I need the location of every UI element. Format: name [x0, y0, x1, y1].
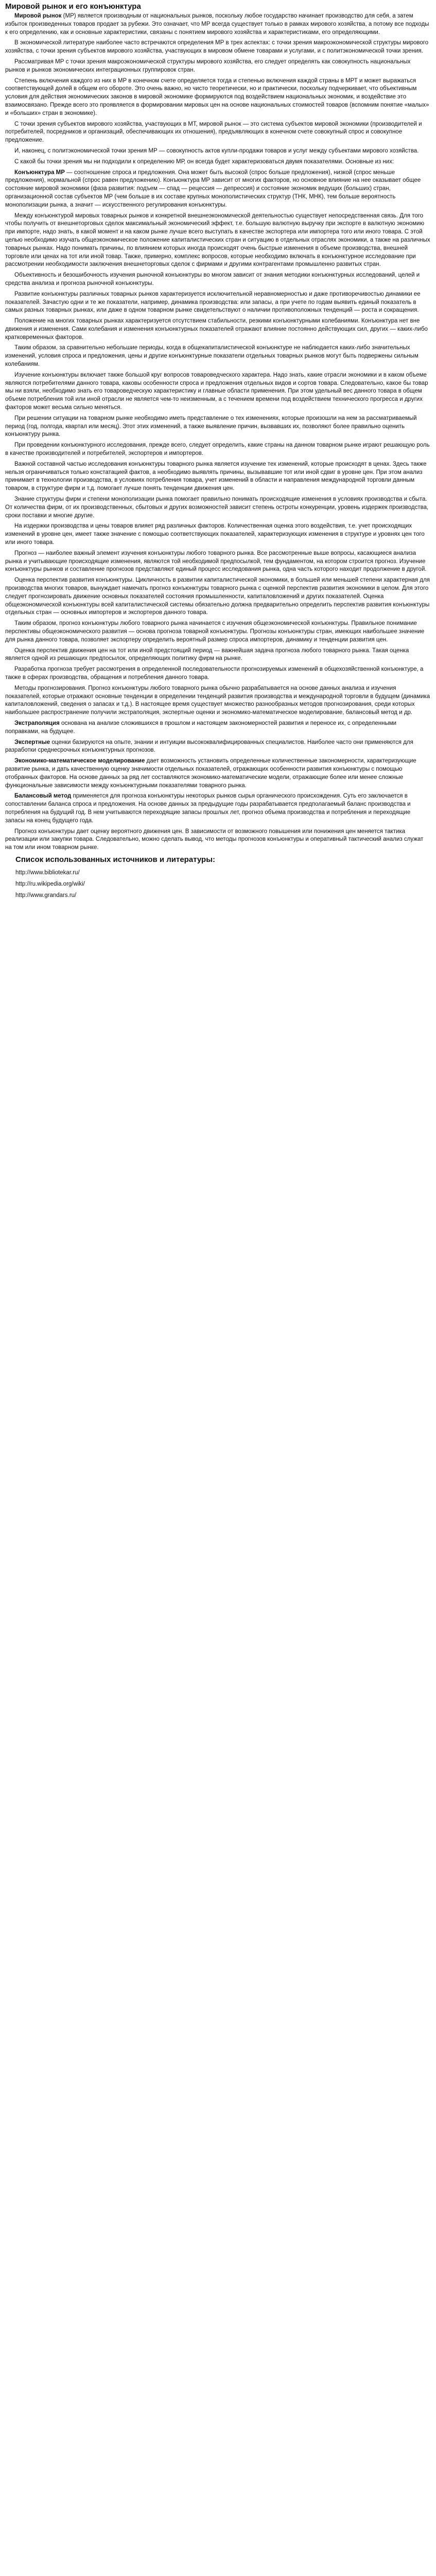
- references-list: [5, 867, 431, 901]
- paragraph: [5, 442, 431, 458]
- paragraph: [5, 415, 431, 439]
- paragraph: [5, 371, 431, 412]
- paragraph: [5, 344, 431, 368]
- paragraph: [5, 272, 431, 288]
- paragraph: [5, 461, 431, 493]
- paragraph-term: Мировой рынок: [14, 13, 62, 19]
- paragraph-text: Развитие конъюнктуры различных товарных рынков характеризуется исключительной неравномерностью и даже противоречивостью динамики ее показателей. Зачастую одни и те же показатели, например, динамика производства: или запасы, а при учете по годам выявить единый показатель в самых разных товарных рынках, или даже в одном товарном рынке свидетельствуют о наличии противоположных тенденций — роста и сокращения.: [5, 291, 421, 314]
- paragraph-text: Таким образом, прогноз конъюнктуры любого товарного рынка начинается с изучения общеэкономической конъюнктуры. Правильное понимание перспективы общеэкономического развития — основа прогноза товарной конъюнктуры. Прогнозы конъюнктуры стран, имеющих наибольшее значение для рынка данного товара, позволяет экспортеру определить вероятный размер спроса импортеров, динамику и тенденции развития цен.: [5, 620, 425, 643]
- paragraph-text: Между конъюнктурой мировых товарных рынков и конкретной внешнеэкономической деятельностью существует непосредственная связь. Для того чтобы получить от внешнеторговых сделок максимальный экономический эффект, т.е. большую валютную выручку при экспорте в валютную экономию при импорте, надо знать, в какой момент и на каком рынке лучше всего выступать в качестве экспортера или импортера того или иного товара. С этой целью необходимо изучать общеэкономическое положение капиталистических стран и ситуацию в отдельных отраслях экономики, а также на различных товарных рынках. Надо понимать причины, по влиянием которых иногда происходят очень быстрые изменения в объеме производства, внешней торговле или ценах на тот или иной товар. Также, примерно, комплекс вопросов, которые необходимо включать в конъюнктурное исследование при рассмотрении необходимости заключения внешнеторговых сделок с фирмами и другими контрагентами промышленно развитых стран.: [5, 212, 430, 268]
- paragraph: [5, 739, 431, 755]
- paragraph-text: Методы прогнозирования. Прогноз конъюнктуры любого товарного рынка обычно разрабатывается на основе данных анализа и изучения показателей, которые отражают основные тенденции в определении тенденций развития производства и международной торговли в будущем (динамика капиталовложений, сведения о запасах и т.д.). В настоящее время существует множество разнообразных методов прогнозирования, среди которых наибольшее распространение получили экстраполяция, экспертные оценки и экономико-математическое моделирование, балансовый метод и др.: [5, 685, 430, 716]
- references-title: Список использованных источников и литературы:: [15, 855, 216, 864]
- paragraph: [5, 647, 431, 664]
- paragraph-term: Конъюнктура МР: [14, 169, 65, 176]
- paragraph: [5, 828, 431, 852]
- reference-link[interactable]: http://ru.wikipedia.org/wiki/: [15, 880, 85, 887]
- paragraph-text: Прогноз конъюнктуры дает оценку вероятного движения цен. В зависимости от возможного повышения или понижения цен меняется тактика реализации или закупки товара. Следовательно, можно сделать вывод, что методы прогнозов конъюнктуры и оперативный тактический анализ служат на том или ином товарном рынке.: [5, 828, 424, 851]
- paragraph: [5, 291, 431, 315]
- paragraph-text: Оценка перспектив движения цен на тот или иной предстоящий период — важнейшая задача прогноза любого товарного рынка. Такая оценка является одной из решающих предпосылок, определяющих политику фирм на рынке.: [5, 647, 409, 662]
- paragraph-text: Положение на многих товарных рынках характеризуется отсутствием стабильности, резкими конъюнктурными колебаниями. Конъюнктура нет вне движения и изменения. Сами колебания и изменения конъюнктурных показателей отражают влияние постоянно действующих сил, других — каких-либо кратковременных факторов.: [5, 318, 428, 341]
- reference-link[interactable]: http://www.grandars.ru/: [15, 892, 77, 899]
- paragraph: [5, 620, 431, 644]
- paragraph: [5, 58, 431, 75]
- paragraph-text: Оценка перспектив развития конъюнктуры. Цикличность в развитии капиталистической экономики, в большей или меньшей степени характерная для производства многих товаров, вынуждает намечать прогноз конъюнктуры товарного рынка с оценкой перспектив развития экономики в целом. Для этого следует прогнозировать движение основных показателей состояния промышленности, капиталовложений и других показателей. Оценка общеэкономической конъюнктуры всей капиталистической системы обязательно должна предварительно определить перспектив развития конъюнктуры отдельных стран — основных импортеров и экспортеров данного товара.: [5, 577, 430, 616]
- paragraph-text: И, наконец, с политэкономической точки зрения МР — совокупность актов купли-продажи товаров и услуг между субъектами мирового хозяйства.: [14, 147, 419, 154]
- paragraph: [5, 720, 431, 736]
- paragraph-text: оценки базируются на опыте, знании и интуиции высококвалифицированных специалистов. Наиболее часто они применяются для разработки среднесрочных конъюнктурных прогнозов.: [5, 739, 413, 754]
- paragraph-term: Экономико-математическое моделирование: [14, 758, 145, 765]
- paragraph-text: Знание структуры фирм и степени монополизации рынка помогает правильно понимать происходящие изменения в условиях производства и сбыта. От количества фирм, от их производственных, сбытовых и других возможностей зависит степень остроты конкуренции, уровень издержек производства, сроки поставки и многие другие.: [5, 496, 429, 519]
- paragraph: [5, 158, 431, 166]
- paragraph: [5, 577, 431, 617]
- paragraph: [5, 77, 431, 118]
- paragraph-text: В экономической литературе наиболее часто встречаются определения МР в трех аспектах: с точки зрения макроэкономической структуры мирового хозяйства, с точки зрения субъектов мирового хозяйства, участвующих в мировом обмене товарами и услугами, и с политэкономической точки зрения.: [5, 40, 429, 55]
- paragraph-term: Балансовый метод: [14, 793, 72, 800]
- paragraph: [5, 792, 431, 825]
- paragraph: [5, 666, 431, 682]
- paragraph: [5, 757, 431, 790]
- paragraph: [5, 317, 431, 342]
- article-body: [5, 12, 431, 852]
- paragraph-term: Экспертные: [14, 739, 50, 745]
- paragraph-text: На издержки производства и цены товаров влияет ряд различных факторов. Количественная оценка этого воздействия, т.е. учет происходящих изменений в уровне цен, имеет также значение с помощью соответствующих показателей, характеризующих изменения в структуре и уровнях цен того или иного товара.: [5, 523, 425, 546]
- reference-item: [15, 890, 431, 901]
- paragraph-text: дает возможность установить определенные количественные закономерности, характеризующие развитие рынка, и дать качественную оценку значимости отдельных показателей, отражающих особенности развития конъюнктуры с помощью отобранных факторов. На основе данных за ряд лет составляются экономико-математические модели, отражающие более или менее сложные функциональные зависимости между конъюнктурными показателями товарного рынка.: [5, 758, 416, 789]
- paragraph-text: С какой бы точки зрения мы ни подходили к определению МР, он всегда будет характеризоваться двумя показателями. Основные из них:: [14, 158, 394, 165]
- paragraph: [5, 550, 431, 574]
- paragraph: [5, 12, 431, 37]
- paragraph: [5, 685, 431, 717]
- paragraph-text: основана на анализе сложившихся в прошлом и настоящем закономерностей развития и переносе их, с определенными поправками, на будущее.: [5, 720, 397, 735]
- paragraph-text: Таким образом, за сравнительно небольшие периоды, когда в общекапиталистической конъюнктуре не наблюдается каких-либо значительных изменений, условия спроса и предложения, цены и другие конъюнктурные показатели отдельных товарных рынков могут быть подвержены сильным колебаниям.: [5, 345, 418, 368]
- paragraph: [5, 39, 431, 56]
- paragraph-text: Объективность и безошибочность изучения рыночной конъюнктуры во многом зависит от знания методики конъюнктурных исследований, целей и средства анализа и прогноза рыночной конъюнктуры.: [5, 272, 420, 286]
- paragraph: [5, 496, 431, 520]
- page-title: Мировой рынок и его конъюнктура: [5, 2, 141, 11]
- reference-item: [15, 878, 431, 890]
- paragraph-text: применяется для прогноза конъюнктуры некоторых рынков сырья органического происхождения. Суть его заключается в сопоставлении баланса спроса и предложения. На основе данных за предыдущие годы разрабатывается предполагаемый баланс производства и потребления на будущий год. В нем учитываются переходящие запасы прошлых лет, прогноз объема производства и потребления и переходящие запасы на конец будущего года.: [5, 793, 411, 824]
- paragraph-text: При проведении конъюнктурного исследования, прежде всего, следует определить, какие страны на данном товарном рынке играют решающую роль в качестве производителей и потребителей, экспортеров и импортеров.: [5, 442, 430, 457]
- reference-link[interactable]: http://www.bibliotekar.ru/: [15, 869, 80, 876]
- paragraph-text: Разработка прогноза требует рассмотрения в определенной последовательности прогнозируемых изменений в общехозяйственной конъюнктуре, а также в сферах производства, обращения и потребления данного товара.: [5, 666, 424, 681]
- paragraph-text: Прогноз — наиболее важный элемент изучения конъюнктуры любого товарного рынка. Все рассмотренные выше вопросы, касающиеся анализа рынка и учитывающие происходящие изменения, являются той необходимой предпосылкой, тем фундаментом, на котором строится прогноз. Изучение конъюнктуры рынков и составление прогнозов представляют единый процесс исследования рынка, одна часть которого находит продолжение в другой.: [5, 550, 427, 573]
- paragraph-text: Важной составной частью исследования конъюнктуры товарного рынка является изучение тех изменений, которые происходят в ценах. Здесь также нельзя ограничиваться только констатацией фактов, а необходимо выявлять причины, вызывавшие тот или иной сдвиг в уровне цен. При этом анализ принимает в технологии производства, в условиях потребления товара, учет изменений в области и направления международной торговли данным товаром, в структуре фирм и т.д. помогает лучше понять тенденции движения цен.: [5, 461, 427, 492]
- paragraph: [5, 169, 431, 210]
- paragraph: [5, 212, 431, 269]
- paragraph-text: С точки зрения субъектов мирового хозяйства, участвующих в МТ, мировой рынок — это система субъектов мировой экономики (производителей и потребителей, посредников и организаций, обеспечивающих их отношения), предъявляющих в конечном счете совокупный спрос и совокупное предложение.: [5, 121, 422, 144]
- paragraph: [5, 121, 431, 145]
- paragraph-text: (МР) является производным от национальных рынков, поскольку любое государство начинает производство для себя, а затем избыток произведенных товаров продает за рубежи. Это означает, что МР всегда существует только в рамках мирового хозяйства, а потому все подходы к его определению, как и основные характеристики, связаны с понятием мирового хозяйства и характеристиками, его определяющими.: [5, 13, 429, 36]
- paragraph-text: Рассматривая МР с точки зрения макроэкономической структуры мирового хозяйства, его следует определять как совокупность национальных рынков и рынков экономических интеграционных группировок стран.: [5, 58, 411, 73]
- paragraph-text: Изучение конъюнктуры включает также большой круг вопросов товароведческого характера. Надо знать, какие отрасли экономики и в каком объеме являются потребителями данного товара, каковы особенности спроса и предложения отдельных видов и сортов товара. Следовательно, какое бы товар мы ни взяли, необходимо знать его товароведческую характеристику и главные области применения. При этом удельный вес данного товара в общем объеме потребления той или иной отрасли не является чем-то неизменным, а с течением времени под воздействием технического прогресса и других факторов может весьма сильно меняться.: [5, 371, 428, 411]
- paragraph-text: Степень включения каждого из них в МР в конечном счете определяется тогда и степенью включения каждой страны в МРТ и может выражаться соответствующей долей в общем его обороте. Это очень важно, но чисто теоретически, но и практически, поскольку подчеркивает, что объективным условия для действия экономических законов в мировой экономике формируются под воздействием национальных экономик, и воздействие это взаимосвязано. Прежде всего это проявляется в формировании мировых цен на основе национальных стоимостей товаров (вспомним понятие «малых» и «больших» стран в экономике).: [5, 77, 429, 116]
- paragraph: [5, 522, 431, 547]
- paragraph-text: — соотношение спроса и предложения. Она может быть высокой (спрос больше предложения), низкой (спрос меньше предложения), нормальной (спрос равен предложению). Конъюнктура МР зависит от многих факторов, но основное влияние на нее оказывает общее состояние мировой экономики (фаза развития: подъем — спад — рецессия — депрессия) и состояние экономик ведущих (больших) стран, организационной состав субъектов МР (чем больше в их составе крупных монополистических структур (ТНК, МНК), тем больше вероятность монополизации рынка, а значит — искусственного регулирования конъюнктуры.: [5, 169, 421, 208]
- reference-item: [15, 867, 431, 878]
- paragraph-text: При решении ситуации на товарном рынке необходимо иметь представление о тех изменениях, которые произошли на нем за рассматриваемый период (год, полгода, квартал или месяц). Этот этих изменений, а также выявление причин, вызвавших их, позволяют более правильно оценить конъюнктуру рынка.: [5, 415, 417, 438]
- paragraph-term: Экстраполяция: [14, 720, 60, 726]
- paragraph: [5, 147, 431, 156]
